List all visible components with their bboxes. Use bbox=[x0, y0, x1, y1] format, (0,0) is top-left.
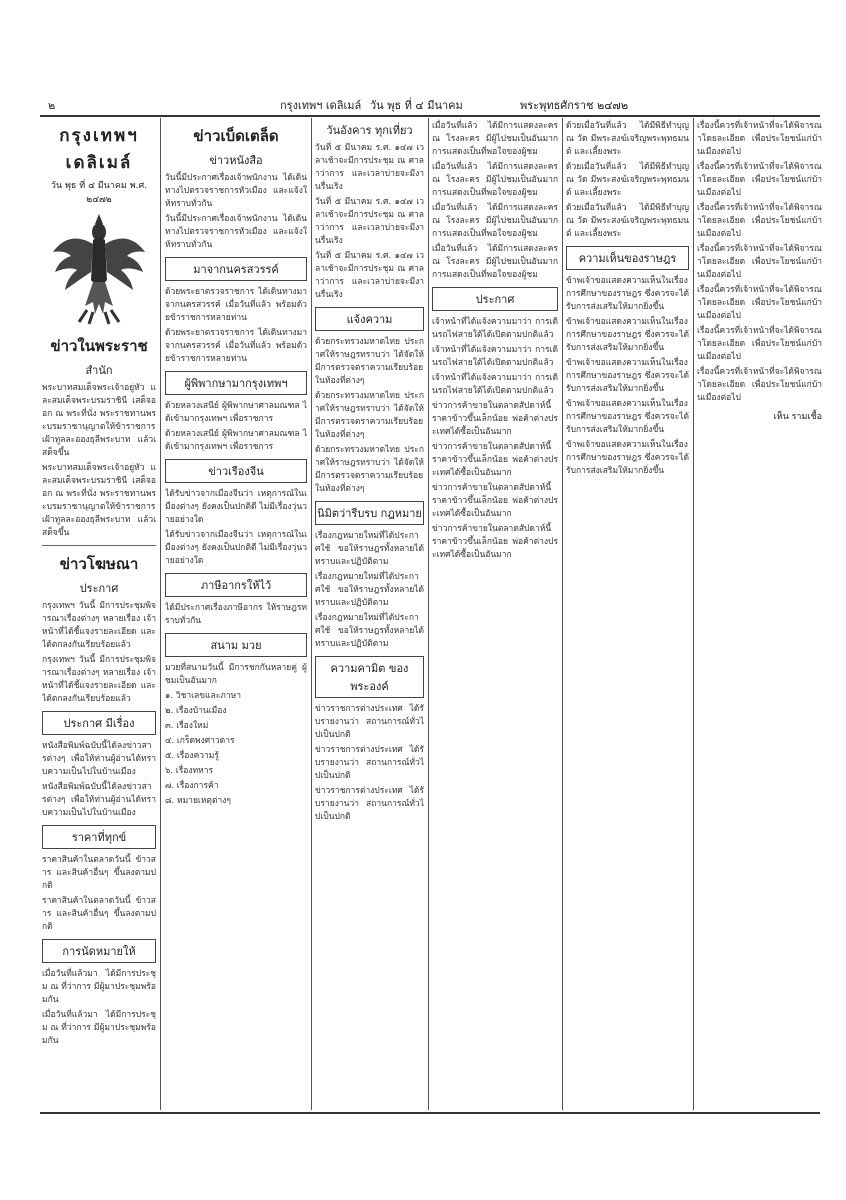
garuda-emblem-icon bbox=[49, 210, 149, 328]
article-text: ด้วยเมื่อวันที่แล้ว ได้มีพิธีทำบุญ ณ วัด มีพระสงฆ์เจริญพระพุทธมนต์ และเลี้ยงพระ bbox=[566, 162, 689, 198]
article-text: ด้วยพระยาตรวจราชการ ได้เดินทางมาจากนครสวรรค์ เมื่อวันที่แล้ว พร้อมด้วยข้าราชการหลายท่าน bbox=[165, 287, 307, 323]
article-text: ข้าพเจ้าขอแสดงความเห็นในเรื่องการศึกษาของราษฎร ซึ่งควรจะได้รับการส่งเสริมให้มากยิ่งขึ้น bbox=[566, 358, 689, 394]
article-text: เรื่องนี้ควรที่เจ้าหน้าที่จะได้พิจารณาโดยละเอียด เพื่อประโยชน์แก่บ้านเมืองต่อไป bbox=[697, 203, 822, 239]
article-text: เมื่อวันที่แล้ว ได้มีการแสดงละคร ณ โรงละคร มีผู้ไปชมเป็นอันมาก การแสดงเป็นที่พอใจของผู้ชม bbox=[432, 244, 558, 280]
section-box: ภาษีอากรให้ไว้ bbox=[165, 573, 307, 597]
column-6 bbox=[697, 118, 822, 1110]
footer-rule bbox=[40, 1112, 820, 1114]
article-text: หนังสือพิมพ์ฉบับนี้ได้ลงข่าวสารต่างๆ เพื่อให้ท่านผู้อ่านได้ทราบความเป็นไปในบ้านเมือง bbox=[42, 741, 156, 777]
article-text: ข่าวราชการต่างประเทศ ได้รับรายงานว่า สถานการณ์ทั่วไปเป็นปกติ bbox=[315, 704, 424, 740]
article-text: ข้าพเจ้าขอแสดงความเห็นในเรื่องการศึกษาของราษฎร ซึ่งควรจะได้รับการส่งเสริมให้มากยิ่งขึ้น bbox=[566, 440, 689, 476]
article-text: ราคาสินค้าในตลาดวันนี้ ข้าวสาร และสินค้าอื่นๆ ขึ้นลงตามปกติ bbox=[42, 896, 156, 932]
header-paper-title: กรุงเทพฯ เดลิเมล์ bbox=[280, 99, 362, 112]
article-text: วันที่ ๕ มีนาคม ร.ศ. ๑๔๗ เวลาเช้าจะมีการประชุม ณ ศาลาว่าการ และเวลาบ่ายจะมีงานรื่นเริง bbox=[315, 197, 424, 246]
header-year: พระพุทธศักราช ๒๔๗๒ bbox=[520, 99, 629, 112]
list-item: ๑. วิชาเลขและภาษา bbox=[165, 691, 242, 701]
section-box: ประกาศ bbox=[432, 287, 558, 311]
section-box: นิมิตว่ารีบรบ กฎหมาย bbox=[315, 501, 424, 525]
article-text: ด้วยหลวงเสนีย์ ผู้พิพากษาศาลมณฑล ได้เข้ามากรุงเทพฯ เพื่อราชการ bbox=[165, 429, 307, 452]
column-divider bbox=[428, 118, 429, 1110]
article-text: เรื่องกฎหมายใหม่ที่ได้ประกาศใช้ ขอให้ราษฎรทั้งหลายได้ทราบและปฏิบัติตาม bbox=[315, 572, 424, 608]
article-text: ด้วยกระทรวงมหาดไทย ประกาศให้ราษฎรทราบว่า ได้จัดให้มีการตรวจตราความเรียบร้อยในท้องที่ต่างๆ bbox=[315, 445, 424, 494]
article-text: เรื่องนี้ควรที่เจ้าหน้าที่จะได้พิจารณาโดยละเอียด เพื่อประโยชน์แก่บ้านเมืองต่อไป bbox=[697, 367, 822, 403]
section-box: ความคามิต ของพระองค์ bbox=[315, 656, 424, 698]
column-4 bbox=[432, 118, 558, 1110]
article-text: ด้วยหลวงเสนีย์ ผู้พิพากษาศาลมณฑล ได้เข้ามากรุงเทพฯ เพื่อราชการ bbox=[165, 401, 307, 424]
section-box: แจ้งความ bbox=[315, 307, 424, 331]
royal-news-subheading: สำนัก bbox=[85, 364, 113, 377]
article-text: ข่าวการค้าขายในตลาดสัปดาห์นี้ ราคาข้าวขึ้นเล็กน้อย พ่อค้าต่างประเทศได้ซื้อเป็นอันมาก bbox=[432, 442, 558, 478]
column-2 bbox=[165, 118, 307, 1110]
list-item: ๘. หมายเหตุต่างๆ bbox=[165, 796, 231, 806]
article-text: ด้วยพระยาตรวจราชการ ได้เดินทางมาจากนครสวรรค์ เมื่อวันที่แล้ว พร้อมด้วยข้าราชการหลายท่าน bbox=[165, 328, 307, 364]
list-item: ๖. เรื่องทหาร bbox=[165, 766, 214, 776]
article-text: ข่าวการค้าขายในตลาดสัปดาห์นี้ ราคาข้าวขึ้นเล็กน้อย พ่อค้าต่างประเทศได้ซื้อเป็นอันมาก bbox=[432, 483, 558, 519]
column-3 bbox=[315, 118, 424, 1110]
article-text: ด้วยเมื่อวันที่แล้ว ได้มีพิธีทำบุญ ณ วัด มีพระสงฆ์เจริญพระพุทธมนต์ และเลี้ยงพระ bbox=[566, 203, 689, 239]
list-item: ๓. เรื่องใหม่ bbox=[165, 721, 209, 731]
article-text: เรื่องนี้ควรที่เจ้าหน้าที่จะได้พิจารณาโดยละเอียด เพื่อประโยชน์แก่บ้านเมืองต่อไป bbox=[697, 326, 822, 362]
article-text: มวยที่สนามวันนี้ มีการชกกันหลายคู่ ผู้ชมเป็นอันมาก bbox=[165, 663, 307, 686]
article-text: เรื่องนี้ควรที่เจ้าหน้าที่จะได้พิจารณาโดยละเอียด เพื่อประโยชน์แก่บ้านเมืองต่อไป bbox=[697, 121, 822, 157]
article-text: ด้วยกระทรวงมหาดไทย ประกาศให้ราษฎรทราบว่า ได้จัดให้มีการตรวจตราความเรียบร้อยในท้องที่ต่างๆ bbox=[315, 337, 424, 386]
page-number: ๒ bbox=[48, 99, 56, 112]
article-text: ข่าวการค้าขายในตลาดสัปดาห์นี้ ราคาข้าวขึ้นเล็กน้อย พ่อค้าต่างประเทศได้ซื้อเป็นอันมาก bbox=[432, 401, 558, 437]
article-text: เรื่องนี้ควรที่เจ้าหน้าที่จะได้พิจารณาโดยละเอียด เพื่อประโยชน์แก่บ้านเมืองต่อไป bbox=[697, 162, 822, 198]
general-news-subheading: ประกาศ bbox=[79, 582, 119, 595]
article-text: วันที่ ๕ มีนาคม ร.ศ. ๑๔๗ เวลาเช้าจะมีการประชุม ณ ศาลาว่าการ และเวลาบ่ายจะมีงานรื่นเริง bbox=[315, 251, 424, 300]
header-rule bbox=[40, 115, 820, 117]
section-box: สนาม มวย bbox=[165, 633, 307, 657]
section-box: ราคาที่ทุกข์ bbox=[42, 825, 156, 849]
list-item: ๔. เกร็ดพงศาวดาร bbox=[165, 736, 235, 746]
article-text: วันที่ ๕ มีนาคม ร.ศ. ๑๔๗ เวลาเช้าจะมีการประชุม ณ ศาลาว่าการ และเวลาบ่ายจะมีงานรื่นเริง bbox=[315, 143, 424, 192]
page-header bbox=[40, 96, 830, 114]
section-box: ข่าวเรืองจีน bbox=[165, 459, 307, 483]
article-text: เจ้าหน้าที่ได้แจ้งความมาว่า การเดินรถไฟสายใต้ได้เปิดตามปกติแล้ว bbox=[432, 373, 558, 396]
article-text: ข้าพเจ้าขอแสดงความเห็นในเรื่องการศึกษาของราษฎร ซึ่งควรจะได้รับการส่งเสริมให้มากยิ่งขึ้น bbox=[566, 276, 689, 312]
article-text: ราคาสินค้าในตลาดวันนี้ ข้าวสาร และสินค้าอื่นๆ ขึ้นลงตามปกติ bbox=[42, 855, 156, 891]
article-text: เรื่องกฎหมายใหม่ที่ได้ประกาศใช้ ขอให้ราษฎรทั้งหลายได้ทราบและปฏิบัติตาม bbox=[315, 613, 424, 649]
article-text: หนังสือพิมพ์ฉบับนี้ได้ลงข่าวสารต่างๆ เพื่อให้ท่านผู้อ่านได้ทราบความเป็นไปในบ้านเมือง bbox=[42, 782, 156, 818]
misc-news-heading: ข่าวเบ็ดเตล็ด bbox=[193, 127, 279, 145]
section-heading: วันอังคาร ทุกเที่ยว bbox=[326, 124, 413, 137]
article-text: ข้าพเจ้าขอแสดงความเห็นในเรื่องการศึกษาของราษฎร ซึ่งควรจะได้รับการส่งเสริมให้มากยิ่งขึ้น bbox=[566, 317, 689, 353]
author-signature: เห็น รามเชื้อ bbox=[773, 412, 822, 422]
article-text: เมื่อวันที่แล้ว ได้มีการแสดงละคร ณ โรงละคร มีผู้ไปชมเป็นอันมาก การแสดงเป็นที่พอใจของผู้ชม bbox=[432, 162, 558, 198]
article-text: ได้รับข่าวจากเมืองจีนว่า เหตุการณ์ในเมืองต่างๆ ยังคงเป็นปกติดี ไม่มีเรื่องวุ่นวายอย่างใด bbox=[165, 530, 307, 566]
list-item: ๕. เรื่องความรู้ bbox=[165, 751, 219, 761]
general-news-text: กรุงเทพฯ วันนี้ มีการประชุมพิจารณาเรื่องต่างๆ หลายเรื่อง เจ้าหน้าที่ได้ชี้แจงรายละเอียด และได้ตกลงกันเรียบร้อยแล้ว bbox=[42, 601, 156, 650]
misc-news-subheading: ข่าวหนังสือ bbox=[209, 154, 263, 167]
column-divider bbox=[311, 118, 312, 1110]
section-rule bbox=[42, 545, 156, 546]
section-box: มาจากนครสวรรค์ bbox=[165, 257, 307, 281]
article-text: ข่าวราชการต่างประเทศ ได้รับรายงานว่า สถานการณ์ทั่วไปเป็นปกติ bbox=[315, 786, 424, 822]
column-divider bbox=[160, 118, 161, 1110]
section-box: ประกาศ มีเรื่อง bbox=[42, 711, 156, 735]
general-news-heading: ข่าวโฆษณา bbox=[59, 555, 139, 573]
article-text: เมื่อวันที่แล้วมา ได้มีการประชุม ณ ที่ว่าการ มีผู้มาประชุมพร้อมกัน bbox=[42, 1010, 156, 1046]
article-text: วันนี้มีประกาศเรื่องเจ้าพนักงาน ได้เดินทางไปตรวจราชการหัวเมือง และแจ้งให้ทราบทั่วกัน bbox=[165, 173, 307, 209]
article-text: เจ้าหน้าที่ได้แจ้งความมาว่า การเดินรถไฟสายใต้ได้เปิดตามปกติแล้ว bbox=[432, 317, 558, 340]
general-news-text: กรุงเทพฯ วันนี้ มีการประชุมพิจารณาเรื่องต่างๆ หลายเรื่อง เจ้าหน้าที่ได้ชี้แจงรายละเอียด และได้ตกลงกันเรียบร้อยแล้ว bbox=[42, 655, 156, 704]
royal-news-text: พระบาทสมเด็จพระเจ้าอยู่หัว และสมเด็จพระบรมราชินี เสด็จออก ณ พระที่นั่ง พระราชทานพระบรมราชานุญาตให้ข้าราชการเฝ้าทูลละอองธุลีพระบาท แล้วเสด็จขึ้น bbox=[42, 463, 156, 538]
royal-news-text: พระบาทสมเด็จพระเจ้าอยู่หัว และสมเด็จพระบรมราชินี เสด็จออก ณ พระที่นั่ง พระราชทานพระบรมราชานุญาตให้ข้าราชการเฝ้าทูลละอองธุลีพระบาท แล้วเสด็จขึ้น bbox=[42, 383, 156, 458]
list-item: ๗. เรื่องการค้า bbox=[165, 781, 219, 791]
article-text: ด้วยเมื่อวันที่แล้ว ได้มีพิธีทำบุญ ณ วัด มีพระสงฆ์เจริญพระพุทธมนต์ และเลี้ยงพระ bbox=[566, 121, 689, 157]
article-text: เรื่องกฎหมายใหม่ที่ได้ประกาศใช้ ขอให้ราษฎรทั้งหลายได้ทราบและปฏิบัติตาม bbox=[315, 531, 424, 567]
section-box: ผู้พิพากษามากรุงเทพฯ bbox=[165, 371, 307, 395]
list-item: ๒. เรื่องบ้านเมือง bbox=[165, 706, 227, 716]
article-text: เรื่องนี้ควรที่เจ้าหน้าที่จะได้พิจารณาโดยละเอียด เพื่อประโยชน์แก่บ้านเมืองต่อไป bbox=[697, 285, 822, 321]
header-date: วัน พุธ ที่ ๔ มีนาคม bbox=[370, 99, 463, 112]
article-text: ข่าวราชการต่างประเทศ ได้รับรายงานว่า สถานการณ์ทั่วไปเป็นปกติ bbox=[315, 745, 424, 781]
column-divider bbox=[693, 118, 694, 1110]
column-1 bbox=[42, 118, 156, 1110]
article-text: ข่าวการค้าขายในตลาดสัปดาห์นี้ ราคาข้าวขึ้นเล็กน้อย พ่อค้าต่างประเทศได้ซื้อเป็นอันมาก bbox=[432, 524, 558, 560]
masthead: กรุงเทพฯ เดลิเมล์ bbox=[59, 126, 139, 173]
article-text: เมื่อวันที่แล้ว ได้มีการแสดงละคร ณ โรงละคร มีผู้ไปชมเป็นอันมาก การแสดงเป็นที่พอใจของผู้ชม bbox=[432, 121, 558, 157]
article-text: เจ้าหน้าที่ได้แจ้งความมาว่า การเดินรถไฟสายใต้ได้เปิดตามปกติแล้ว bbox=[432, 345, 558, 368]
article-text: ด้วยกระทรวงมหาดไทย ประกาศให้ราษฎรทราบว่า ได้จัดให้มีการตรวจตราความเรียบร้อยในท้องที่ต่างๆ bbox=[315, 391, 424, 440]
column-divider bbox=[562, 118, 563, 1110]
article-text: ข้าพเจ้าขอแสดงความเห็นในเรื่องการศึกษาของราษฎร ซึ่งควรจะได้รับการส่งเสริมให้มากยิ่งขึ้น bbox=[566, 399, 689, 435]
section-box: การนัดหมายให้ bbox=[42, 939, 156, 963]
article-text: เมื่อวันที่แล้วมา ได้มีการประชุม ณ ที่ว่าการ มีผู้มาประชุมพร้อมกัน bbox=[42, 969, 156, 1005]
column-5 bbox=[566, 118, 689, 1110]
article-text: เรื่องนี้ควรที่เจ้าหน้าที่จะได้พิจารณาโดยละเอียด เพื่อประโยชน์แก่บ้านเมืองต่อไป bbox=[697, 244, 822, 280]
section-box: ความเห็นของราษฎร bbox=[566, 246, 689, 270]
article-text: วันนี้มีประกาศเรื่องเจ้าพนักงาน ได้เดินทางไปตรวจราชการหัวเมือง และแจ้งให้ทราบทั่วกัน bbox=[165, 214, 307, 250]
article-text: ได้รับข่าวจากเมืองจีนว่า เหตุการณ์ในเมืองต่างๆ ยังคงเป็นปกติดี ไม่มีเรื่องวุ่นวายอย่างใด bbox=[165, 489, 307, 525]
article-text: ได้มีประกาศเรื่องภาษีอากร ให้ราษฎรทราบทั่วกัน bbox=[165, 603, 307, 626]
article-text: เมื่อวันที่แล้ว ได้มีการแสดงละคร ณ โรงละคร มีผู้ไปชมเป็นอันมาก การแสดงเป็นที่พอใจของผู้ชม bbox=[432, 203, 558, 239]
royal-news-heading: ข่าวในพระราช bbox=[50, 337, 148, 355]
issue-line: วัน พุธ ที่ ๔ มีนาคม พ.ศ. ๒๔๗๒ bbox=[50, 181, 148, 205]
